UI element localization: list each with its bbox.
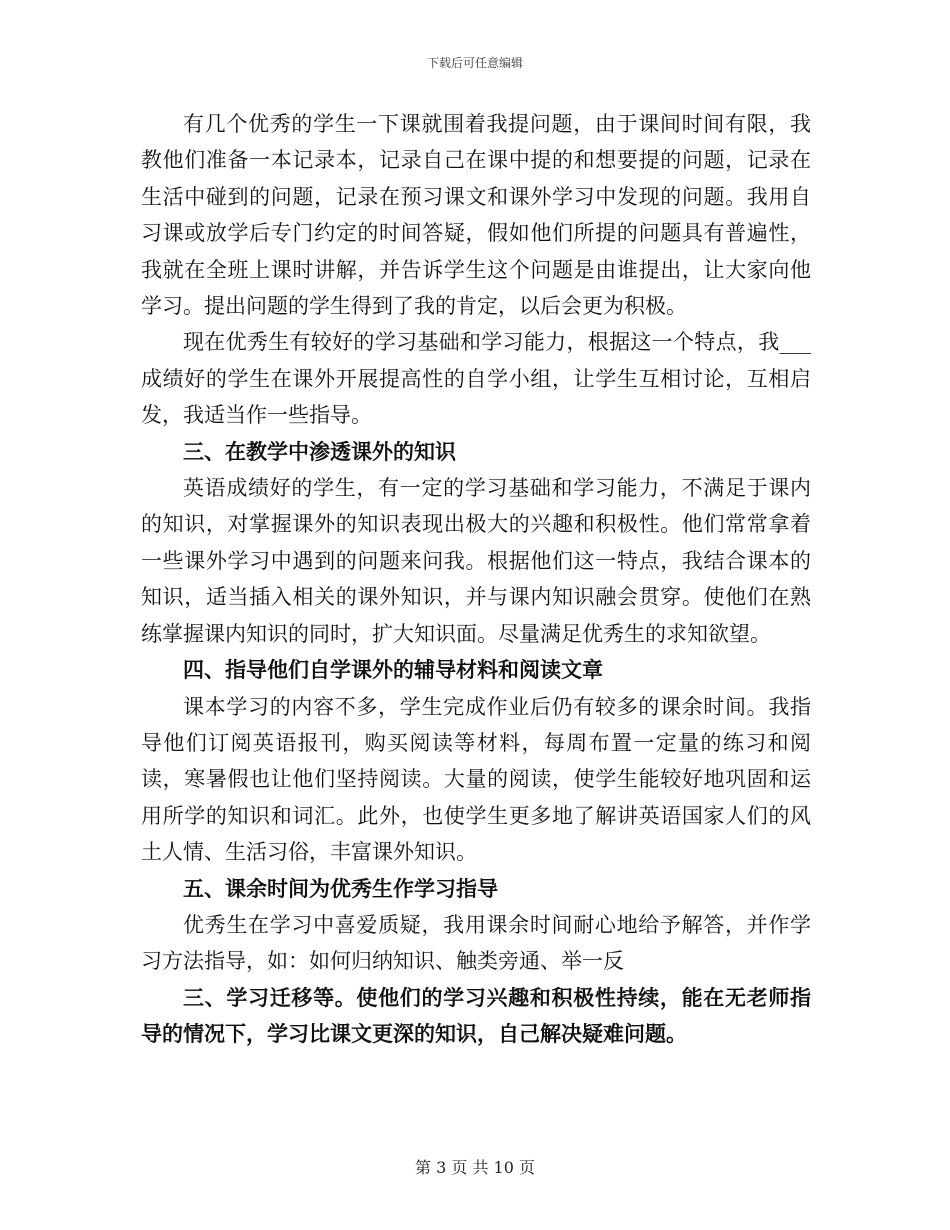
paragraph-extracurricular-knowledge: 英语成绩好的学生，有一定的学习基础和学习能力，不满足于课内的知识，对掌握课外的知识表现出极大的兴趣和积极性。他们常常拿着一些课外学习中遇到的问题来问我。根据他们这一特点，我结合课本的知识，适当插入相关的课外知识，并与课内知识融会贯穿。使他们在熟练掌握课内知识的同时，扩大知识面。尽量满足优秀生的求知欲望。: [141, 476, 811, 646]
page-number-footer: 第 3 页 共 10 页: [415, 1158, 535, 1177]
page-header-note: 下载后可任意编辑: [426, 56, 523, 70]
paragraph-reading-materials: 课本学习的内容不多，学生完成作业后仍有较多的课余时间。我指导他们订阅英语报刊，购买阅读等材料，每周布置一定量的练习和阅读，寒暑假也让他们坚持阅读。大量的阅读，使学生能较好地巩固和运用所学的知识和词汇。此外，也使学生更多地了解讲英语国家人们的风土人情、生活习俗，丰富课外知识。: [141, 694, 811, 865]
section-heading-5: 五、课余时间为优秀生作学习指导: [183, 875, 498, 901]
paragraph-questions-notebook: 有几个优秀的学生一下课就围着我提问题，由于课间时间有限，我教他们准备一本记录本，记录自己在课中提的和想要提的问题，记录在生活中碰到的问题，记录在预习课文和课外学习中发现的问题。我用自习课或放学后专门约定的时间答疑，假如他们所提的问题具有普遍性，我就在全班上课时讲解，并告诉学生这个问题是由谁提出，让大家向他学习。提出问题的学生得到了我的肯定，以后会更为积极。: [141, 112, 811, 319]
paragraph-bold-conclusion: 三、学习迁移等。使他们的学习兴趣和积极性持续，能在无老师指导的情况下，学习比课文更深的知识，自己解决疑难问题。: [141, 984, 811, 1047]
document-body: [141, 106, 811, 1053]
paragraph-study-group: 现在优秀生有较好的学习基础和学习能力，根据这一个特点，我___成绩好的学生在课外开展提高性的自学小组，让学生互相讨论，互相启发，我适当作一些指导。: [141, 330, 811, 428]
paragraph-spare-time-guidance: 优秀生在学习中喜爱质疑，我用课余时间耐心地给予解答，并作学习方法指导，如：如何归纳知识、触类旁通、举一反: [141, 912, 811, 974]
section-heading-4: 四、指导他们自学课外的辅导材料和阅读文章: [183, 657, 603, 683]
section-heading-3: 三、在教学中渗透课外的知识: [183, 438, 456, 464]
